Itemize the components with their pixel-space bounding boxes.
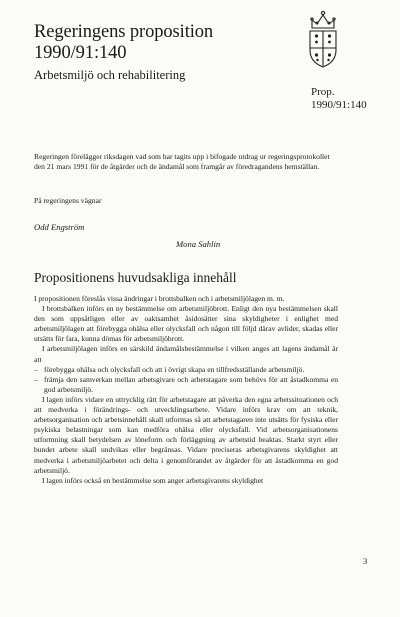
- list-item: [34, 375, 338, 395]
- page-number: 3: [363, 556, 368, 566]
- signer-odd-engstrom: Odd Engström: [34, 222, 85, 232]
- paragraph-2: I brottsbalken införs en ny bestämmelse om arbetsmiljöbrott. Enligt den nya bestämmelsen skall den som uppsåtligen eller av oaktsamhet åsidosätter sina skyldigheter i enlighet med arbetsmiljölagen att förebygga ohälsa eller olycksfall och någon till följd därav avlider, skadas eller utsätts för fara, kunna dömas för arbetsmiljöbrott.: [34, 304, 338, 344]
- title-line-1: Regeringens proposition: [34, 22, 214, 42]
- page-title: [34, 22, 213, 64]
- list-item-text: främja den samverkan mellan arbetsgivare och arbetstagare som behövs för att åstadkomma en god arbetsmiljö.: [44, 374, 338, 394]
- paragraph-1: I propositionen föreslås vissa ändringar i brottsbalken och i arbetsmiljölagen m. m.: [34, 294, 285, 303]
- prop-number: 1990/91:140: [311, 99, 367, 111]
- title-line-2: 1990/91:140: [34, 43, 127, 63]
- dash-mark: –: [34, 364, 38, 374]
- list-item-text: förebygga ohälsa och olycksfall och att i övrigt skapa en tillfredsställande arbetsmiljö.: [44, 364, 305, 374]
- signed-on-behalf-line: På regeringens vägnar: [34, 196, 102, 205]
- paragraph-5: I lagen införs också en bestämmelse som anger arbetsgivarens skyldighet: [42, 475, 264, 485]
- list-item: [34, 365, 338, 375]
- paragraph-4: I lagen införs vidare en uttrycklig rätt för arbetstagare att påverka den egna arbetssituationen och att medverka i förändrings- och utvecklingsarbete. Vidare införs krav om att teknik, arbetsorganisation och arbetsinnehåll skall utformas så att arbetstagaren inte utsätts för fysiska eller psykiska belastningar som kan medföra ohälsa eller olycksfall. Vid arbetsorganisationens utformning skall betydelsen av löneform och förläggning av arbetstid beaktas. Starkt styrt eller bundet arbete skall undvikas eller begränsas. Vidare preciseras arbetsgivarens skyldighet att medverka i arbetsmiljöarbetet och delta i genomförandet av åtgärder för att åstadkomma en god arbetsmiljö.: [34, 394, 338, 475]
- prop-label: Prop.: [311, 86, 335, 98]
- paragraph-3: I arbetsmiljölagen införs en särskild ändamålsbestämmelse i vilken anges att lagens ändamål är att: [34, 344, 338, 364]
- dash-mark: –: [34, 374, 38, 384]
- section-body: [34, 294, 338, 486]
- proposition-reference: [311, 86, 367, 112]
- signer-mona-sahlin: Mona Sahlin: [176, 239, 221, 249]
- intro-paragraph: Regeringen förelägger riksdagen vad som har tagits upp i bifogade utdrag ur regeringsprotokollet den 21 mars 1991 för de åtgärder och de ändamål som framgår av föredragandens hemställan.: [34, 152, 330, 172]
- document-subtitle: Arbetsmiljö och rehabilitering: [34, 68, 186, 82]
- section-heading: Propositionens huvudsakliga innehåll: [34, 270, 237, 285]
- swedish-coat-of-arms-icon: [306, 8, 340, 70]
